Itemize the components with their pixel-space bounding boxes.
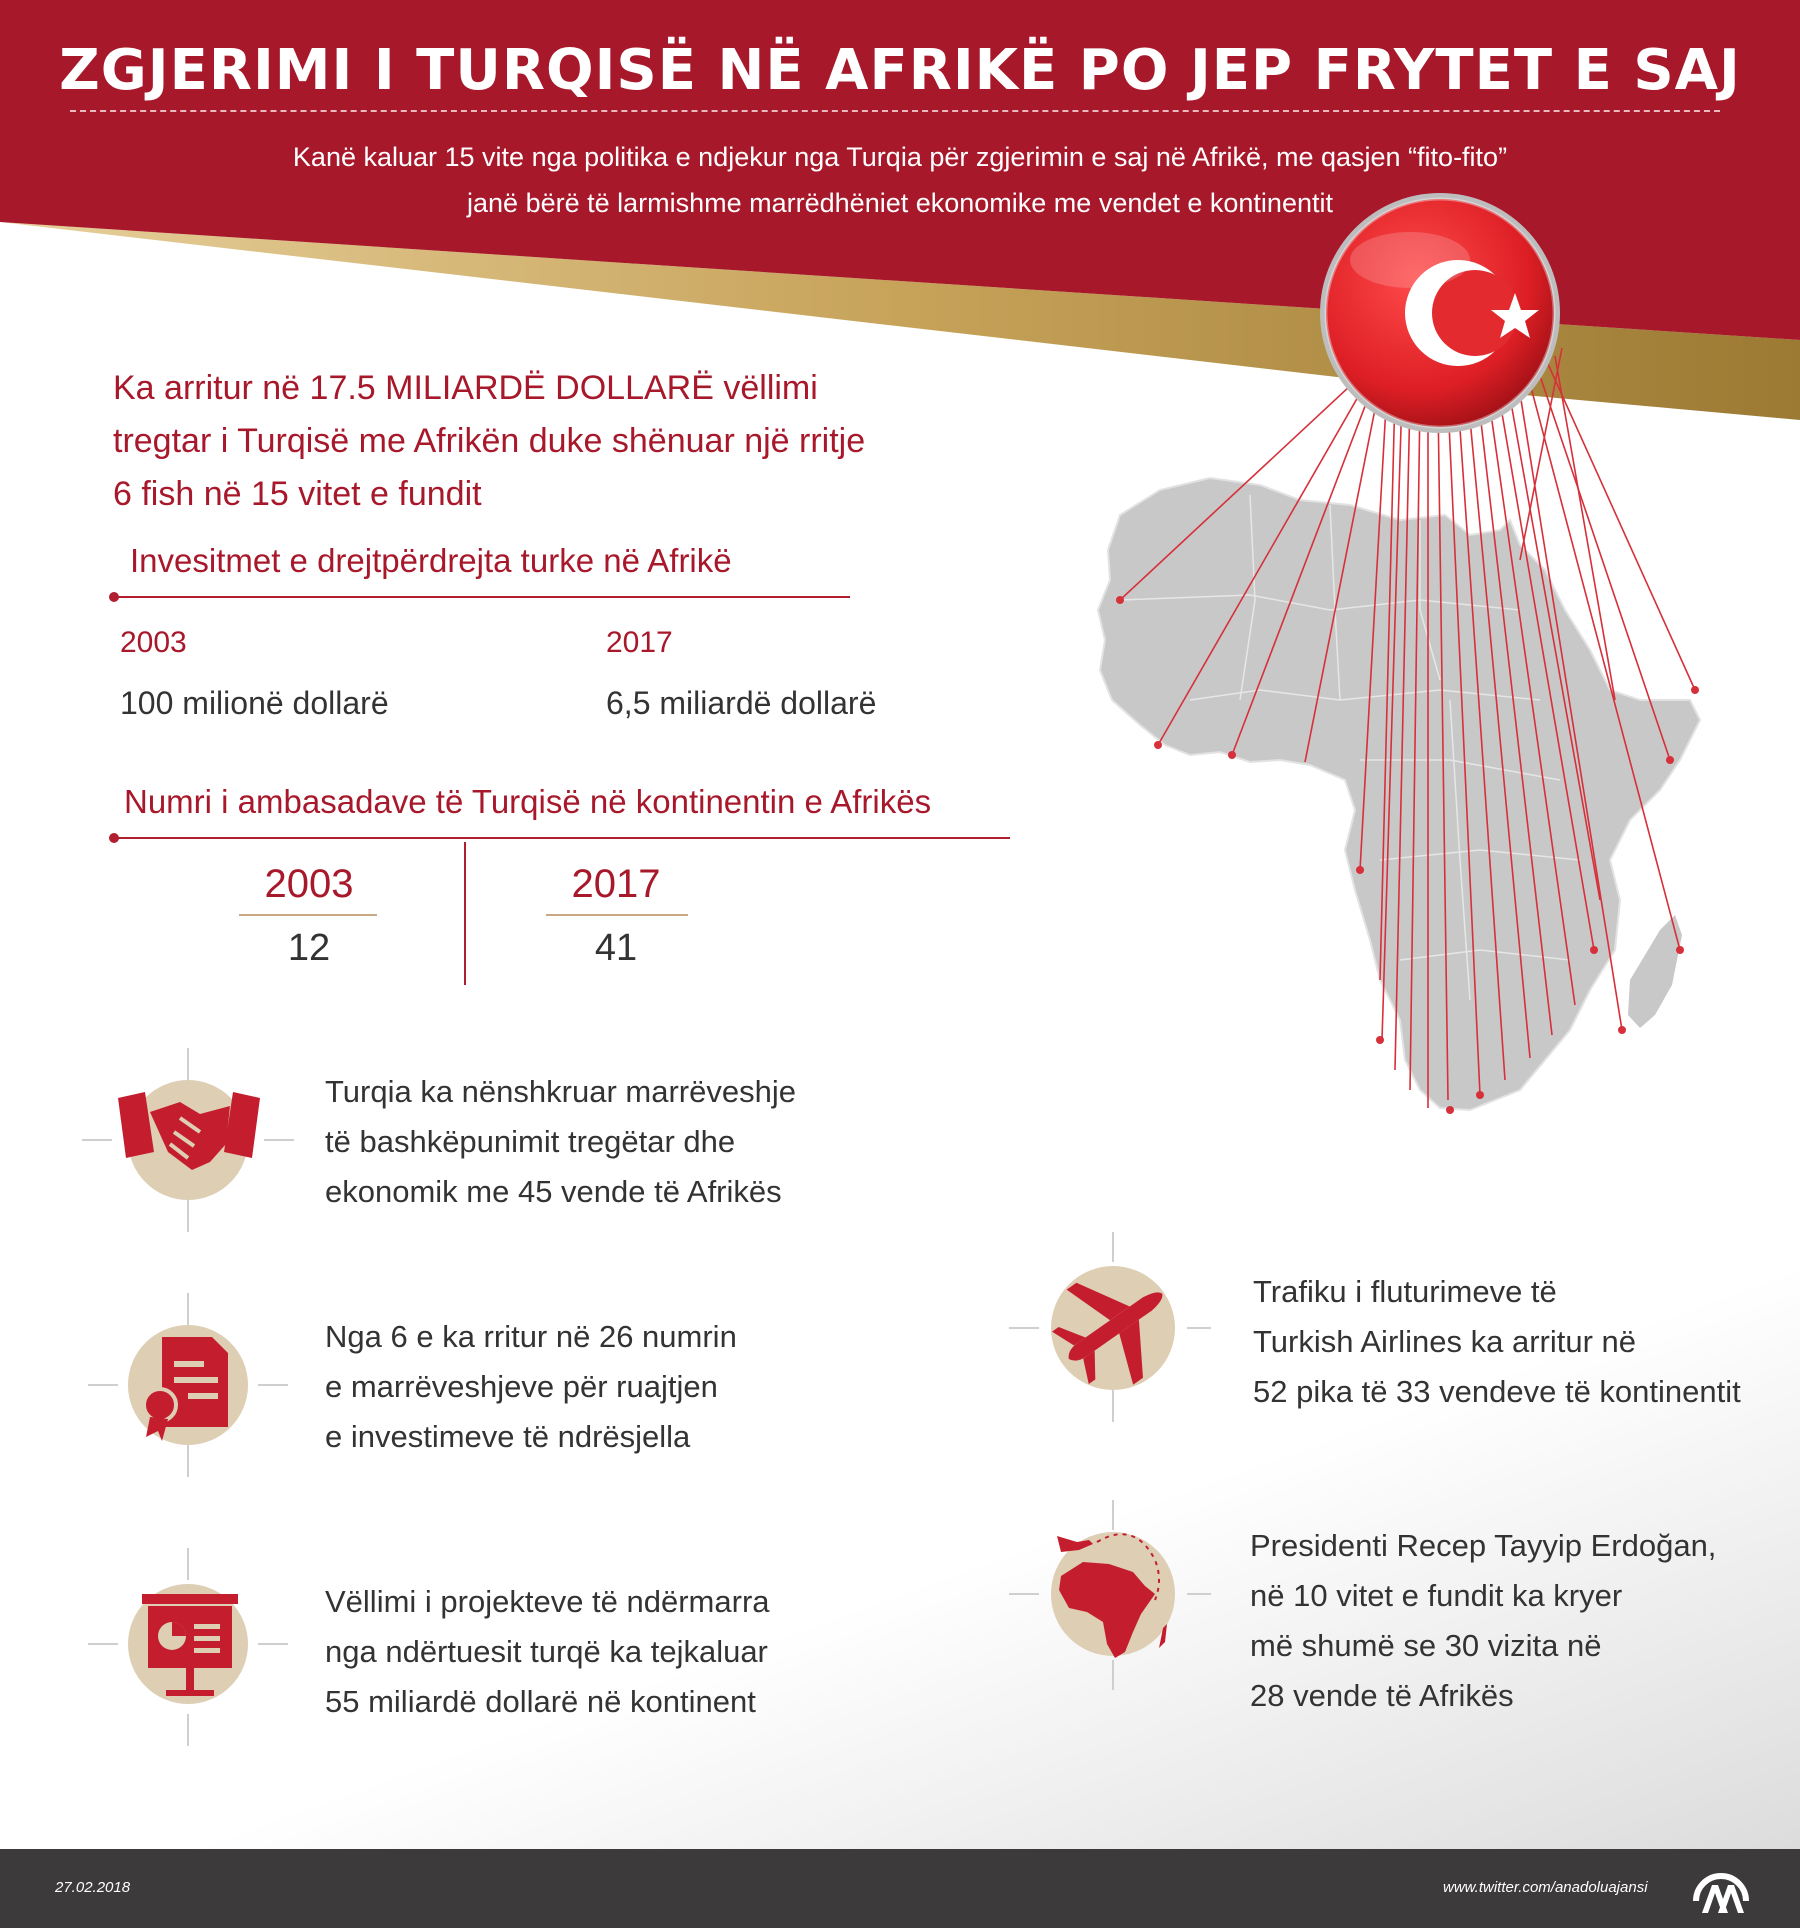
heading-underline <box>113 837 1010 839</box>
twitter-link[interactable]: www.twitter.com/anadoluajansi <box>1443 1879 1648 1896</box>
certificate-icon <box>70 1285 310 1485</box>
investment-value-2017: 6,5 miliardë dollarë <box>606 685 877 721</box>
fact-turkish-airlines <box>1253 1267 1741 1417</box>
subtitle-line: Kanë kaluar 15 vite nga politika e ndjekur nga Turqia për zgjerimin e saj në Afrikë, me qasjen “fito-fito” <box>292 142 1508 172</box>
fact-presidential-visits <box>1250 1521 1716 1721</box>
anadolu-agency-logo <box>1688 1861 1754 1919</box>
fact-line: nga ndërtuesit turqë ka tejkaluar <box>325 1634 768 1669</box>
africa-map <box>1098 478 1700 1110</box>
embassy-year-2003: 2003 <box>264 862 354 906</box>
publish-date: 27.02.2018 <box>55 1879 131 1896</box>
turkey-flag-globe <box>1320 193 1560 433</box>
embassies-heading: Numri i ambasadave të Turqisë në kontinentin e Afrikës <box>124 783 932 820</box>
fact-line: ekonomik me 45 vende të Afrikës <box>325 1174 782 1209</box>
heading-underline <box>113 596 850 598</box>
page-subtitle <box>0 134 1800 226</box>
trade-volume-statement <box>113 362 933 521</box>
embassy-count-2003: 12 <box>287 927 331 969</box>
fact-investment-protection <box>325 1312 737 1462</box>
handshake-icon <box>70 1040 310 1240</box>
fact-trade-agreements <box>325 1067 796 1217</box>
africa-visit-icon <box>1005 1490 1215 1700</box>
investment-year-2003: 2003 <box>120 626 187 659</box>
footer-bar <box>0 1849 1800 1928</box>
year-underline <box>546 914 688 916</box>
presentation-board-icon <box>70 1548 310 1748</box>
embassy-count-2017: 41 <box>594 927 638 969</box>
statement-line: tregtar i Turqisë me Afrikën duke shënuar një rritje <box>113 422 866 460</box>
investment-value-2003: 100 milionë dollarë <box>120 685 389 721</box>
fact-line: Trafiku i fluturimeve të <box>1253 1274 1557 1309</box>
fact-line: Nga 6 e ka rritur në 26 numrin <box>325 1319 737 1354</box>
fact-line: 28 vende të Afrikës <box>1250 1678 1514 1713</box>
investment-year-2017: 2017 <box>606 626 673 659</box>
airplane-icon <box>1005 1230 1215 1430</box>
fact-line: 55 miliardë dollarë në kontinent <box>325 1684 756 1719</box>
embassy-divider <box>464 842 466 985</box>
investments-heading: Invesitmet e drejtpërdrejta turke në Afrikë <box>130 542 732 579</box>
fact-line: Turqia ka nënshkruar marrëveshje <box>325 1074 796 1109</box>
statement-line: 6 fish në 15 vitet e fundit <box>113 475 482 513</box>
page-title: ZGJERIMI I TURQISË NË AFRIKË PO JEP FRYTET E SAJ <box>59 38 1741 103</box>
statement-line: Ka arritur në 17.5 MILIARDË DOLLARË vëllimi <box>113 369 818 407</box>
fact-line: Turkish Airlines ka arritur në <box>1253 1324 1637 1359</box>
fact-line: në 10 vitet e fundit ka kryer <box>1250 1578 1623 1613</box>
fact-line: të bashkëpunimit tregëtar dhe <box>325 1124 736 1159</box>
fact-line: Vëllimi i projekteve të ndërmarra <box>325 1584 770 1619</box>
embassy-year-2017: 2017 <box>571 862 661 906</box>
year-underline <box>239 914 377 916</box>
subtitle-line: janë bërë të larmishme marrëdhëniet ekonomike me vendet e kontinentit <box>467 188 1333 218</box>
fact-line: 52 pika të 33 vendeve të kontinentit <box>1253 1374 1741 1409</box>
fact-construction-projects <box>325 1577 770 1727</box>
fact-line: më shumë se 30 vizita në <box>1250 1628 1602 1663</box>
fact-line: Presidenti Recep Tayyip Erdoğan, <box>1250 1528 1717 1563</box>
fact-line: e marrëveshjeve për ruajtjen <box>325 1369 718 1404</box>
title-divider <box>70 110 1720 112</box>
fact-line: e investimeve të ndrësjella <box>325 1419 691 1454</box>
